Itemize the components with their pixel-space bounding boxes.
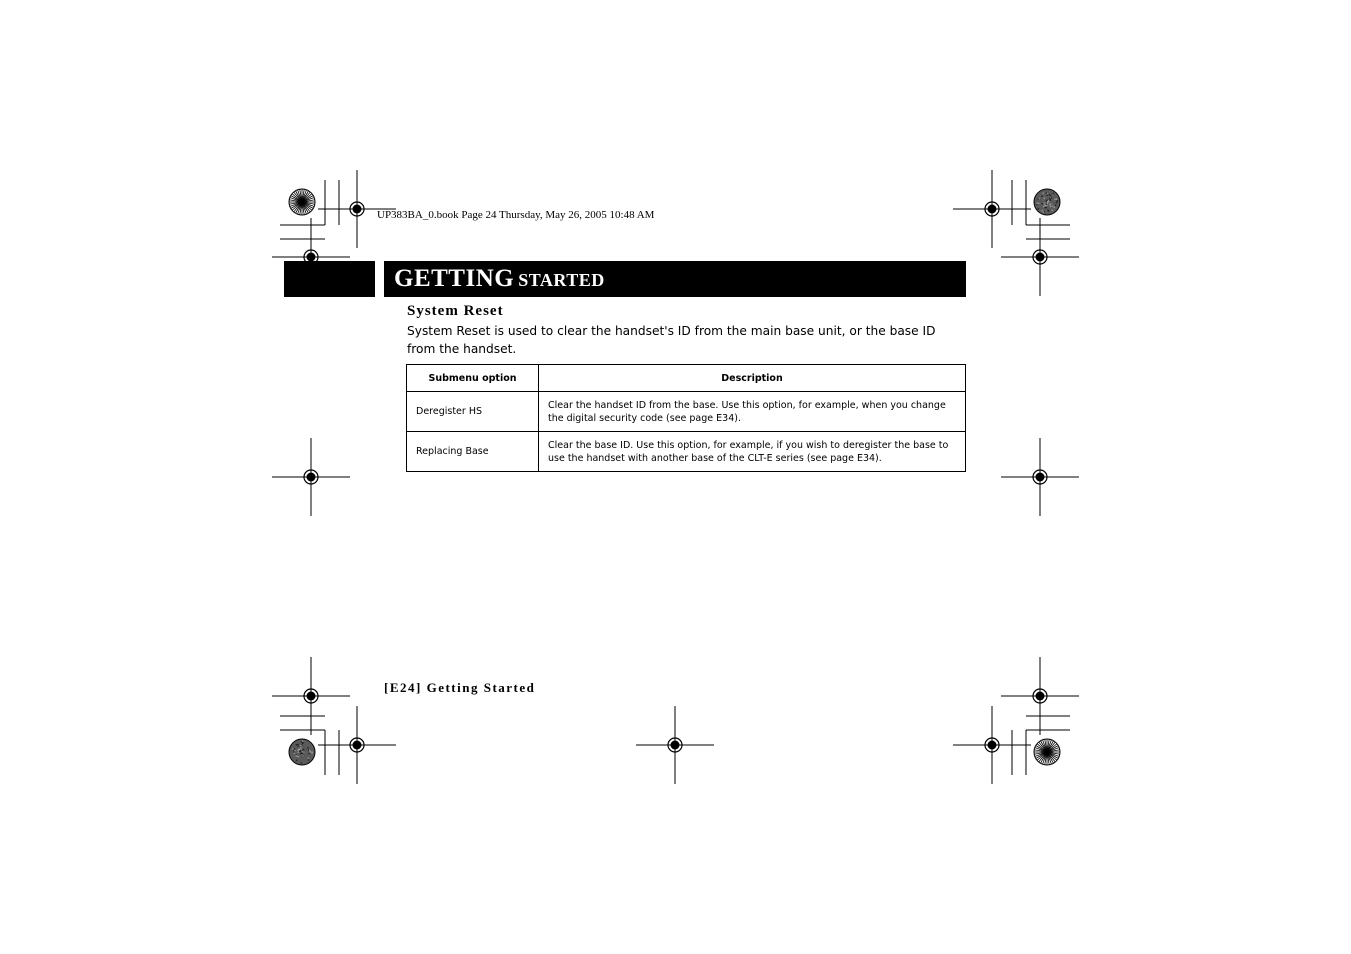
table-header-row [407,365,966,392]
table-cell-option: Deregister HS [407,392,539,432]
dithered-target [1034,189,1060,215]
table-cell-description: Clear the base ID. Use this option, for example, if you wish to deregister the base to use the handset with another base of the CLT-E series (see page E34). [539,432,966,472]
table-row [407,432,966,472]
chapter-title-second: STARTED [518,270,605,290]
section-body: System Reset is used to clear the handset's ID from the main base unit, or the base ID from the handset. [407,324,936,356]
book-info-slug: UP383BA_0.book Page 24 Thursday, May 26, 2005 10:48 AM [377,209,655,221]
registration-mark [1001,218,1079,296]
table-row [407,392,966,432]
table-cell-option: Replacing Base [407,432,539,472]
column-header-description: Description [539,365,966,392]
starburst-target [1034,739,1060,765]
starburst-target [289,189,315,215]
chapter-title-rest: ETTING [413,265,515,292]
registration-mark [318,706,396,784]
registration-mark [272,657,350,735]
section-heading: System Reset [407,303,504,319]
registration-mark [272,438,350,516]
registration-mark [636,706,714,784]
table-cell-description: Clear the handset ID from the base. Use this option, for example, when you change the digital security code (see page E34). [539,392,966,432]
registration-mark [953,170,1031,248]
dithered-target [289,739,315,765]
registration-mark [1001,657,1079,735]
page-footer: [E24] Getting Started [384,680,536,695]
column-header-submenu-option: Submenu option [407,365,539,392]
chapter-title-bar [384,261,966,297]
chapter-title-initial: G [394,265,414,292]
registration-mark [953,706,1031,784]
submenu-options-table [406,364,966,472]
registration-mark [1001,438,1079,516]
chapter-title [394,265,605,293]
page-side-tab [284,261,375,297]
